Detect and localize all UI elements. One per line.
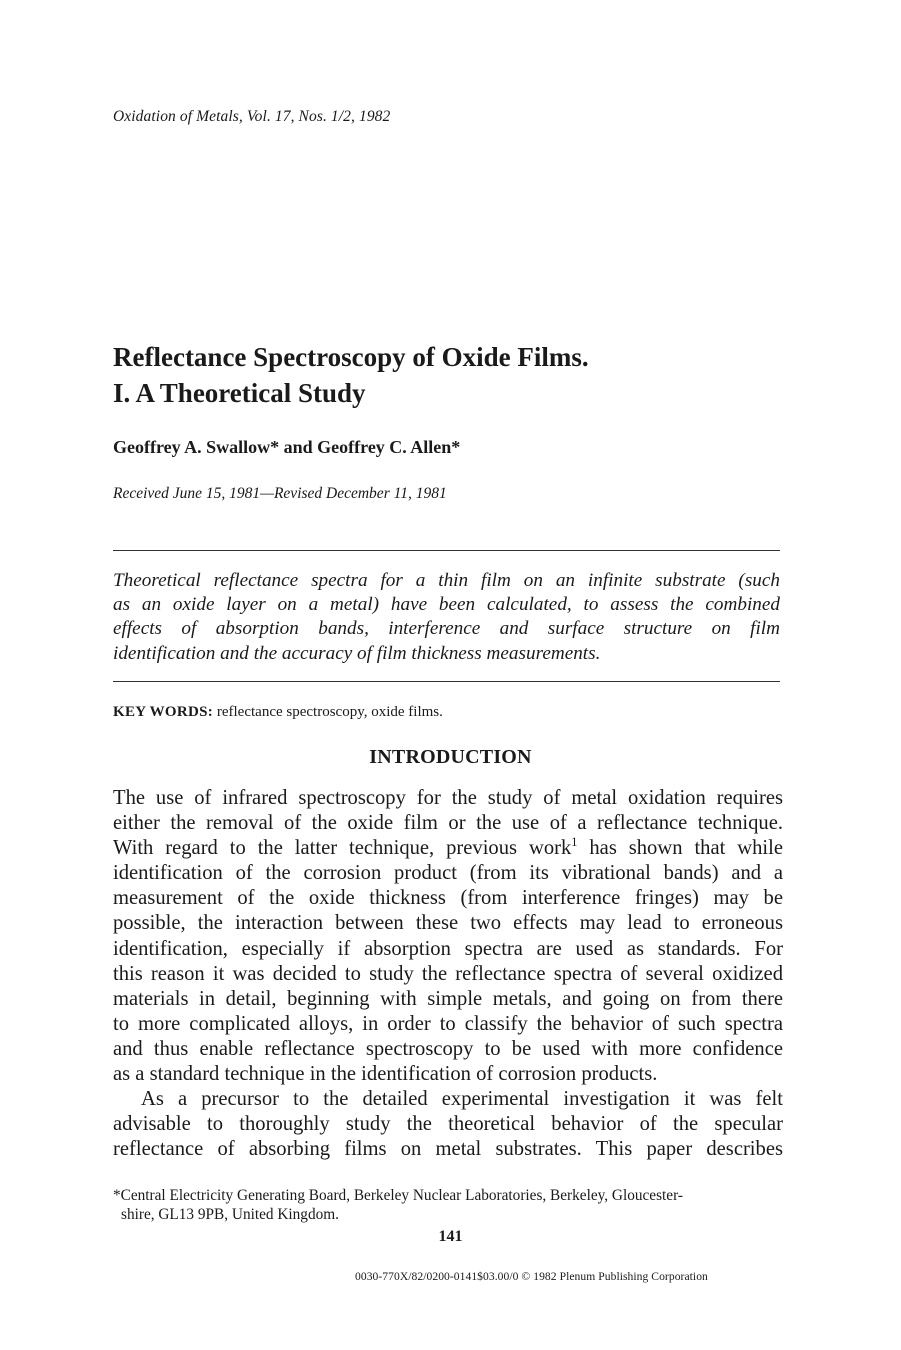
copyright-line: 0030-770X/82/0200-0141$03.00/0 © 1982 Plenum Publishing Corporation [355, 1270, 708, 1283]
body-line: As a precursor to the detailed experimental investigation it was felt [141, 1088, 783, 1111]
abstract-line: identification and the accuracy of film thickness measurements. [113, 642, 601, 664]
body-line: possible, the interaction between these two effects may lead to erroneous [113, 912, 783, 935]
abstract [113, 569, 780, 666]
abstract-line: as an oxide layer on a metal) have been calculated, to assess the combined [113, 594, 780, 616]
body-line: reflectance of absorbing films on metal substrates. This paper describes [113, 1138, 783, 1161]
body-line: either the removal of the oxide film or the use of a reflectance technique. [113, 812, 783, 835]
body-line [113, 836, 783, 861]
footnote [113, 1186, 783, 1224]
footnote-line: shire, GL13 9PB, United Kingdom. [121, 1206, 339, 1223]
body-line: as a standard technique in the identification of corrosion products. [113, 1063, 658, 1086]
body-line: identification of the corrosion product (from its vibrational bands) and a [113, 862, 783, 885]
introduction-body [113, 786, 783, 1162]
received-dates: Received June 15, 1981—Revised December 11, 1981 [113, 485, 447, 502]
paper-title-line-1: Reflectance Spectroscopy of Oxide Films. [113, 342, 589, 372]
body-line: and thus enable reflectance spectroscopy to be used with more confidence [113, 1037, 783, 1060]
keywords-label: KEY WORDS: [113, 704, 214, 720]
body-line: to more complicated alloys, in order to classify the behavior of such spectra [113, 1012, 783, 1035]
reference-marker: 1 [571, 835, 578, 850]
body-line: measurement of the oxide thickness (from interference fringes) may be [113, 887, 783, 910]
author-list: Geoffrey A. Swallow* and Geoffrey C. Allen* [113, 437, 461, 457]
keywords-value: reflectance spectroscopy, oxide films. [216, 704, 443, 720]
body-line-segment: With regard to the latter technique, previous work [113, 837, 572, 860]
abstract-line: effects of absorption bands, interference and surface structure on film [113, 618, 780, 640]
body-line: The use of infrared spectroscopy for the study of metal oxidation requires [113, 787, 783, 809]
abstract-bottom-rule [113, 681, 780, 682]
page-number: 141 [438, 1228, 463, 1245]
paper-title [113, 339, 813, 411]
footnote-line: *Central Electricity Generating Board, Berkeley Nuclear Laboratories, Berkeley, Gloucester- [113, 1187, 683, 1204]
section-heading-introduction: INTRODUCTION [369, 746, 532, 768]
body-line: materials in detail, beginning with simple metals, and going on from there [113, 987, 783, 1010]
body-line: this reason it was decided to study the reflectance spectra of several oxidized [113, 962, 783, 985]
abstract-top-rule [113, 550, 780, 551]
abstract-line: Theoretical reflectance spectra for a thin film on an infinite substrate (such [113, 570, 780, 591]
journal-citation: Oxidation of Metals, Vol. 17, Nos. 1/2, 1982 [113, 108, 391, 125]
body-line: advisable to thoroughly study the theoretical behavior of the specular [113, 1113, 783, 1136]
body-line-segment: has shown that while [577, 837, 783, 860]
keywords [113, 704, 443, 721]
paper-title-line-2: I. A Theoretical Study [113, 378, 366, 408]
body-line: identification, especially if absorption spectra are used as standards. For [113, 937, 783, 960]
